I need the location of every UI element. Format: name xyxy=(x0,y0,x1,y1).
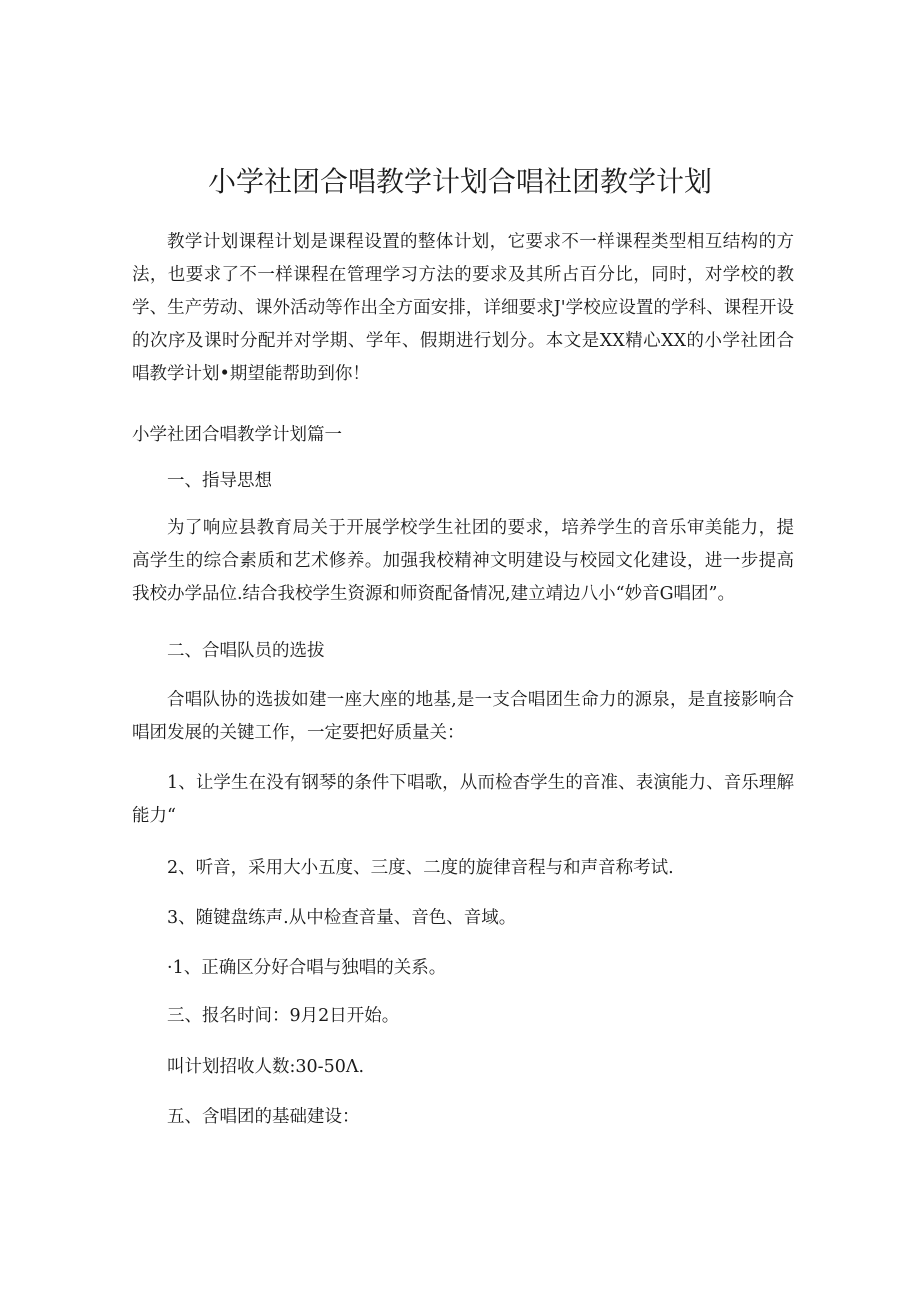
section-paragraph-member-selection: 合唱队协的选拔如建一座大座的地基,是一支合唱团生命力的源泉，是直接影响合唱团发展的关键工作，一定要把好质量关： xyxy=(132,690,794,743)
section-registration-time: 三、报名时间：9月2日开始。 xyxy=(167,1006,400,1026)
section-enrollment-count: 叫计划招收人数:30-50Λ. xyxy=(167,1057,365,1077)
list-item-2: 2、听音，采用大小五度、三度、二度的旋律音程与和声音称考试. xyxy=(167,858,674,878)
article-heading: 小学社团合唱教学计划篇一 xyxy=(132,425,342,445)
list-item-3: 3、随键盘练声.从中检查音量、音色、音域。 xyxy=(167,908,517,928)
section-heading-choir-building: 五、含唱团的基础建设： xyxy=(167,1107,360,1127)
intro-paragraph: 教学计划课程计划是课程设置的整体计划，它要求不一样课程类型相互结构的方法，也要求了不一样课程在管理学习方法的要求及其所占百分比，同时，对学校的教学、生产劳动、课外活动等作出全方面安排，详细要求J'学校应设置的学科、课程开设的次序及课时分配并对学期、学年、假期进行划分。本文是XX精心XX的小学社团合唱教学计划•期望能帮助到你！ xyxy=(132,232,794,384)
list-item-4: ·1、正确区分好合唱与独唱的关系。 xyxy=(167,958,447,978)
section-heading-guiding-idea: 一、指导思想 xyxy=(167,471,272,491)
section-paragraph-guiding-idea: 为了响应县教育局关于开展学校学生社团的要求，培养学生的音乐审美能力，提高学生的综合素质和艺术修养。加强我校精神文明建设与校园文化建设，进一步提高我校办学品位.结合我校学生资源和师资配备情况,建立靖边八小“妙音G唱团”。 xyxy=(132,518,794,604)
section-heading-member-selection: 二、合唱队员的选拔 xyxy=(167,641,325,661)
list-item-1: 1、让学生在没有钢琴的条件下唱歌，从而检杳学生的音准、表演能力、音乐理解能力“ xyxy=(132,773,794,826)
document-title: 小学社团合唱教学计划合唱社团教学计划 xyxy=(207,165,712,198)
